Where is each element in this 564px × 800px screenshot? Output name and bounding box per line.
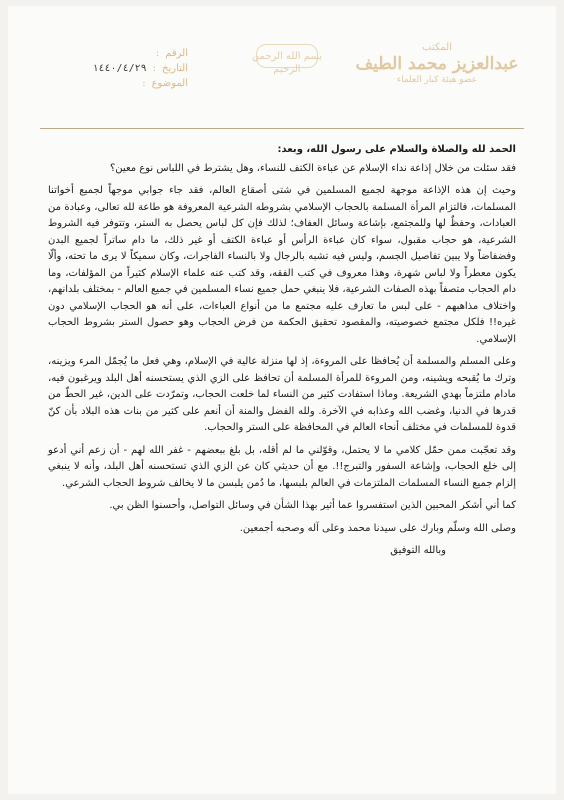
emblem-text: بسم الله الرحمن الرحيم bbox=[251, 51, 323, 75]
number-row: الرقم : bbox=[155, 48, 188, 59]
letterhead-office bbox=[352, 42, 522, 85]
paragraph-modesty: وعلى المسلم والمسلمة أن يُحافظا على المروءة، إذ لها منزلة عالية في الإسلام، وهي فعل ما يُجمّل المرء ويزينه، وترك ما يُقبحه ويشينه، ومن المروءة للمرأة المسلمة أن تحافظ على الزي الذي يستحسنه أهل البلد ويرغبون فيه، مادام ملتزماً بهدي الشريعة. وماذا استفادت كثير من النساء لما خلعت الحجاب، وتمرّدت على الدين، غير الحطّ من قدرها في الدنيا، وغضب الله وعذابه في الآخرة. ولله الفضل والمنة أن أنعم على كثير من بنات هذه البلاد بأن كنّ قدوة للمسلمات في مختلف أنحاء العالم في المحافظة على الستر والحجاب. bbox=[48, 356, 516, 433]
greeting: الحمد لله والصلاة والسلام على رسول الله، وبعد: bbox=[277, 144, 516, 155]
date-label: التاريخ bbox=[162, 63, 188, 74]
paragraph-question: فقد سئلت من خلال إذاعة نداء الإسلام عن عباءة الكتف للنساء، وهل يشترط في اللباس نوع معين؟ bbox=[110, 162, 516, 174]
letterhead-reference bbox=[48, 46, 188, 91]
basmala-emblem bbox=[248, 40, 326, 75]
date-value: ١٤٤٠/٤/٢٩ bbox=[92, 63, 147, 74]
paragraph-prayer: وصلى الله وسلّم وبارك على سيدنا محمد وعلى آله وصحبه أجمعين. bbox=[239, 522, 516, 534]
office-label: المكتب bbox=[422, 42, 452, 53]
letter-page bbox=[8, 6, 556, 794]
number-label: الرقم bbox=[165, 48, 188, 59]
letter-body bbox=[48, 142, 516, 566]
closing: وبالله التوفيق bbox=[390, 545, 446, 556]
paragraph-clarification: وقد تعجّبت ممن حمّل كلامي ما لا يحتمل، وقوّلني ما لم أقله، بل بلغ ببعضهم - غفر الله لهم - أن زعم أني أدعو إلى خلع الحجاب، وإشاعة السفور والتبرج!!. مع أن حديثي كان عن الزي الذي تستحسنه أهل البلد، وأنه لا ينبغي إلزام جميع النساء المسلمات الملتزمات في العالم بلبسها، ما دُمن يلبسن ما لا يخالف شروط الحجاب الشرعي. bbox=[48, 444, 516, 489]
paragraph-answer: وحيث إن هذه الإذاعة موجهة لجميع المسلمين في شتى أصقاع العالم، فقد جاء جوابي موجهاً لجميع أخواتنا المسلمات، فالتزام المرأة المسلمة بالحجاب الإسلامي بشروطه الشرعية المعروفة هو طاعة لله تعالى، وعبادة من العبادات، وحفظٌ لها وللمجتمع، بإشاعة وسائل العفاف؛ لذلك فإن كل لباس يحصل به الستر، وتتوفر فيه الشروط الشرعية، هو حجاب مقبول، سواء كان عباءة الرأس أو عباءة الكتف أو غير ذلك، ما دام ساتراً لجميع البدن وفضفاضاً ولا يبين تفاصيل الجسم، وليس فيه تشبه بالرجال ولا بالنساء الفاجرات، وكان سميكاً لا يرى ما تحته، وألّا يكون معطراً ولا لباس شهرة، وهذا معروف في كتب الفقه، وقد كتب عنه علماء الإسلام كثيراً من المؤلفات، وما دام الحجاب متصفاً بهذه الصفات الشرعية، فلا ينبغي حمل جميع نساء المسلمين في جميع العالم - بمختلف بلدانهم، واختلاف مذاهبهم - على لبس ما تعارف عليه مجتمع ما من أنواع العباءات، على أنه هو الحجاب الإسلامي دون غيره!! فلكل مجتمع خصوصيته، والمقصود تحقيق الحكمة من فرض الحجاب وهو حصول الستر بشروط الحجاب الإسلامي. bbox=[48, 185, 516, 345]
scholar-title: عضو هيئة كبار العلماء bbox=[396, 75, 478, 85]
header-divider bbox=[40, 128, 524, 129]
scholar-name: عبدالعزيز محمد الطيف bbox=[355, 54, 519, 74]
subject-label: الموضوع bbox=[151, 78, 188, 89]
date-row: التاريخ : ١٤٤٠/٤/٢٩ bbox=[92, 63, 188, 74]
subject-row: الموضوع : bbox=[142, 78, 188, 89]
paragraph-thanks: كما أني أشكر المحبين الذين استفسروا عما أثير بهذا الشأن في وسائل التواصل، وأحسنوا الظن بي. bbox=[109, 500, 516, 511]
